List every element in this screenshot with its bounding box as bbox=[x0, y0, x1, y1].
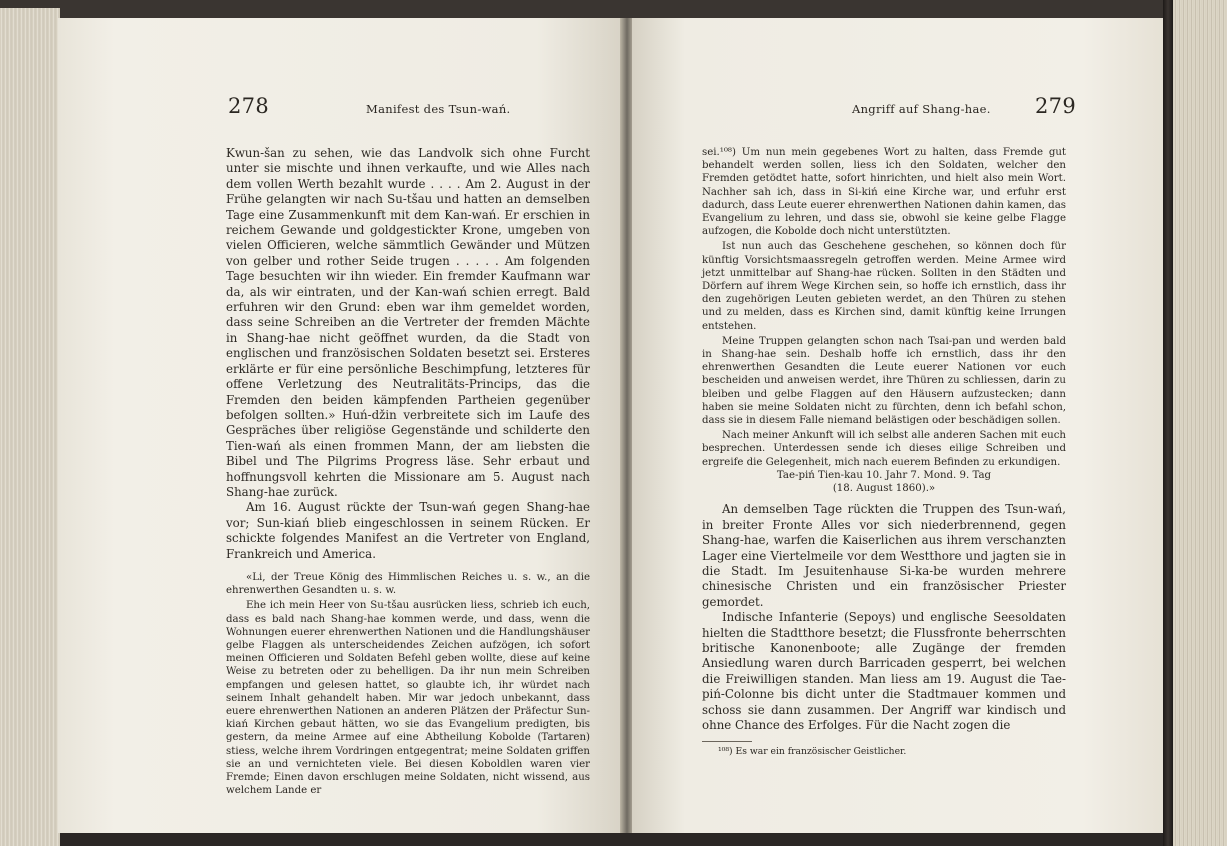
paragraph: An demselben Tage rückten die Truppen des Tsun-wań, in breiter Fronte Alles vor sich niederbrennend, gegen Shang-hae, warfen die Kaiserlichen aus ihrem verschanzten Lager eine Viertelmeile vor dem Westthore und jagten sie in die Stadt. Im Jesuitenhause Si-ka-be wurden mehrere chinesische Christen und ein französischer Priester gemordet. bbox=[702, 502, 1066, 609]
paragraph: Indische Infanterie (Sepoys) und englische Seesoldaten hielten die Stadtthore besetzt; die Flussfronte beherrschten britische Kanonenboote; alle Zugänge der fremden Ansiedlung waren durch Barricaden gesperrt, bei welchen die Freiwilligen standen. Man liess am 19. August die Tae-piń-Colonne bis dicht unter die Stadtmauer kommen und schoss sie dann zusammen. Der Angriff war kindisch und ohne Chance des Erfolges. Für die Nacht zogen die bbox=[702, 610, 1066, 732]
book-binding bbox=[1163, 0, 1173, 846]
letter-paragraph: Nach meiner Ankunft will ich selbst alle anderen Sachen mit euch besprechen. Unterdessen sende ich dieses eilige Schreiben und ergreife die Gelegenheit, mich nach euerem Befinden zu erkundigen. bbox=[702, 430, 1066, 468]
left-page-number: 278 bbox=[228, 94, 269, 118]
right-page bbox=[632, 18, 1163, 833]
right-header bbox=[700, 94, 1076, 122]
letter-paragraph: sei.¹⁰⁸) Um nun mein gegebenes Wort zu halten, dass Fremde gut behandelt werden sollen, liess ich den Soldaten, welcher den Fremden getödtet hatte, sofort hinrichten, und hielt also mein Wort. Nachher sah ich, dass in Si-kiń eine Kirche war, und erfuhr erst dadurch, dass Leute euerer ehrenwerthen Nationen dahin kamen, das Evangelium zu lehren, und dass sie, obwohl sie keine gelbe Flagge aufzogen, die Kobolde doch nicht unterstützten. bbox=[702, 147, 1066, 238]
letter-paragraph: Meine Truppen gelangten schon nach Tsai-pan und werden bald in Shang-hae sein. Deshalb hoffe ich ernstlich, dass ihr den ehrenwerthen Gesandten die Leute euerer Nationen vor euch bescheiden und anweisen werdet, ihre Thüren zu schliessen, darin zu bleiben und gelbe Flaggen auf den Häusern aufzustecken; dann haben sie meine Soldaten nicht zu fürchten, denn ich befahl schon, dass sie in diesem Falle niemand belästigen oder beschädigen sollen. bbox=[702, 335, 1066, 427]
paragraph: Kwun-šan zu sehen, wie das Landvolk sich ohne Furcht unter sie mischte und ihnen verkaufte, und wie Alles nach dem vollen Werth bezahlt wurde . . . . Am 2. August in der Frühe gelangten wir nach Su-tšau und hatten an demselben Tage eine Zusammenkunft mit dem Kan-wań. Er erschien in reichem Gewande und goldgestickter Krone, umgeben von vielen Officieren, welche sämmtlich Gewänder und Mützen von gelber und rother Seide trugen . . . . . Am folgenden Tage besuchten wir ihn wieder. Ein fremder Kaufmann war da, als wir eintraten, und der Kan-wań schien erregt. Bald erfuhren wir den Grund: eben war ihm gemeldet worden, dass seine Schreiben an die Vertreter der fremden Mächte in Shang-hae nicht geöffnet wurden, da die Stadt von englischen und französischen Soldaten besetzt sei. Ersteres erklärte er für eine persönliche Beschimpfung, letzteres für offene Verletzung des Neutralitäts-Princips, das die Fremden den beiden kämpfenden Partheien gegenüber befolgen sollten.» Huń-džin verbreitete sich im Laufe des Gespräches über religiöse Gegenstände und schilderte den Tien-wań als einen frommen Mann, der am liebsten die Bibel und The Pilgrims Progress läse. Sehr erbaut und hoffnungsvoll kehrten die Missionare am 5. August nach Shang-hae zurück. bbox=[226, 146, 590, 499]
right-text-column bbox=[702, 146, 1066, 757]
letter-paragraph: Ist nun auch das Geschehene geschehen, so können doch für künftig Vorsichtsmaassregeln getroffen werden. Meine Armee wird jetzt unmittelbar auf Shang-hae rücken. Sollten in den Städten und Dörfern auf ihrem Wege Kirchen sein, so hoffe ich ernstlich, dass ihr den zugehörigen Leuten gebieten werdet, an den Thüren zu stehen und zu melden, dass es Kirchen sind, damit künftig keine Irrungen entstehen. bbox=[702, 241, 1066, 332]
right-running-head: Angriff auf Shang-hae. bbox=[852, 102, 991, 116]
left-text-column bbox=[226, 146, 590, 797]
left-letter-text bbox=[226, 571, 590, 797]
left-running-head: Manifest des Tsun-wań. bbox=[366, 102, 511, 116]
letter-paragraph: «Li, der Treue König des Himmlischen Reiches u. s. w., an die ehrenwerthen Gesandten u. s. w. bbox=[226, 571, 590, 597]
right-letter-text bbox=[702, 146, 1066, 495]
right-page-number: 279 bbox=[1035, 94, 1076, 118]
footnote-rule bbox=[702, 741, 752, 742]
letter-date: (18. August 1860).» bbox=[832, 483, 936, 495]
letter-paragraph: Ehe ich mein Heer von Su-tšau ausrücken liess, schrieb ich euch, dass es bald nach Shang-hae kommen werde, und dass, wenn die Wohnungen euerer ehrenwerthen Nationen und die Handlungshäuser gelbe Flaggen als unterscheidendes Zeichen aufzögen, ich sofort meinen Officieren und Soldaten Befehl geben wollte, diese auf keine Weise zu betreten oder zu behelligen. Da ihr nun mein Schreiben empfangen und gelesen hattet, so glaubte ich, ihr würdet nach seinem Inhalt gehandelt haben. Mir war jedoch unbekannt, dass euere ehrenwerthen Nationen an anderen Plätzen der Präfectur Sun-kiań Kirchen gebaut hätten, wo sie das Evangelium predigten, bis gestern, da meine Armee auf eine Abtheilung Kobolde (Tartaren) stiess, welche ihrem Vordringen entgegentrat; meine Soldaten griffen sie an und vernichteten viele. Bei diesen Koboldlen waren vier Fremde; Einen davon erschlugen meine Soldaten, nicht wissend, aus welchem Lande er bbox=[226, 600, 590, 797]
left-page bbox=[58, 18, 622, 833]
footnote: ¹⁰⁸) Es war ein französischer Geistlicher. bbox=[718, 746, 907, 758]
left-body-text bbox=[226, 146, 590, 562]
letter-signature: Tae-piń Tien-kau 10. Jahr 7. Mond. 9. Tag bbox=[776, 469, 992, 481]
page-edges-right bbox=[1167, 0, 1227, 846]
left-header bbox=[228, 94, 598, 122]
page-edges-left bbox=[0, 8, 60, 846]
right-body-text bbox=[702, 502, 1066, 733]
paragraph: Am 16. August rückte der Tsun-wań gegen Shang-hae vor; Sun-kiań blieb eingeschlossen in seinem Rücken. Er schickte folgendes Manifest an die Vertreter von England, Frankreich und America. bbox=[226, 500, 590, 561]
